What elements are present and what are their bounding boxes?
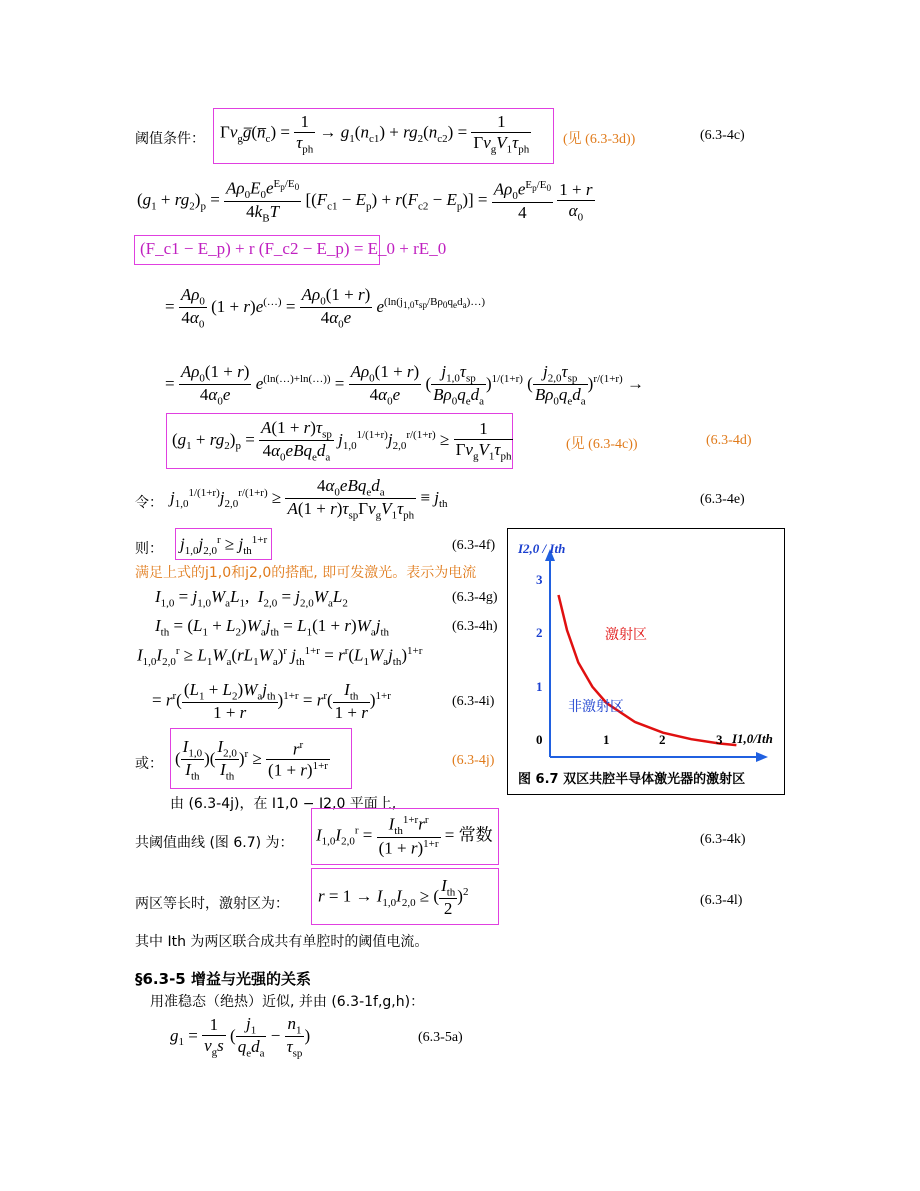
eq-number-4g: (6.3-4g): [452, 590, 498, 605]
eq-6-3-4k: $I_{1,0}I_{2,0}^r$ = $\frac{I_{th}^{1+r}r^r}{(1 + r)^{1+r}}$ = 常数: [316, 814, 493, 858]
eq-number-5a: (6.3-5a): [418, 1030, 463, 1045]
figure-6-7: [507, 528, 785, 795]
eq-6-3-4h: $I_{th} = (L_1 + L_2)W_aj_{th} = L_1(1 + r)W_aj_{th}$: [155, 616, 390, 639]
eq-number-4i: (6.3-4i): [452, 694, 495, 709]
equal-length-label: 两区等长时，激射区为：: [135, 896, 289, 912]
eq-number-4l: (6.3-4l): [700, 893, 743, 908]
eq-expansion-1: = $\frac{A\rho_0}{4\alpha_0}$ (1 + r)e(…) = $\frac{A\rho_0(1 + r)}{4\alpha_0e}$ $e^{(ln(j_{1,0}\tau_{sp}/B\rho_0q_ed_a)\dots)}$: [165, 285, 485, 331]
eq-6-3-4f: $j_{1,0}j_{2,0}^r \ge j_{th}^{1+r}$: [180, 534, 268, 558]
ref-note-1: (见 (6.3-3d)): [563, 132, 636, 147]
y-tick-3: 3: [536, 572, 543, 587]
eq-6-3-5a: $g_1$ = $\frac{1}{v_gs}$ ( $\frac{j_1}{q_ed_a}$ − $\frac{n_1}{\tau_{sp}}$ ): [170, 1014, 311, 1060]
eq-6-3-4g: $I_{1,0} = j_{1,0}W_aL_1$, $I_{2,0} = j_{2,0}W_aL_2$: [155, 587, 348, 610]
constant-text: = 常数: [444, 825, 493, 845]
eq-number-4c: (6.3-4c): [700, 128, 745, 143]
then-label: 则：: [135, 541, 163, 557]
lasing-region-label: 激射区: [605, 627, 647, 643]
plane-note: 由 (6.3-4j)，在 I1,0 − I2,0 平面上,: [170, 796, 397, 812]
section-subtitle: 用准稳态（绝热）近似, 并由 (6.3-1f,g,h)：: [150, 994, 425, 1010]
x-axis-arrow: [756, 752, 768, 762]
eq-identity: (F_c1 − E_p) + r (F_c2 − E_p) = E_0 + rE_0: [140, 239, 447, 258]
eq-6-3-4i: = $r^r$( $\frac{(L_1 + L_2)W_aj_{th}}{1 + r}$ )$^{1+r} = r^r$( $\frac{I_{th}}{1 + r}$ )$^{1+r}$: [152, 680, 391, 723]
y-tick-1: 1: [536, 679, 543, 694]
x-tick-0: 0: [536, 732, 543, 747]
current-note: 满足上式的j1,0和j2,0的搭配, 即可发激光。表示为电流: [135, 565, 477, 581]
eq-6-3-4l: $r = 1 \to I_{1,0}I_{2,0}$ ≥ ( $\frac{I_{th}}{2}$ )$^2$: [318, 876, 469, 919]
eq-number-4k: (6.3-4k): [700, 832, 746, 847]
section-heading: §6.3-5 增益与光强的关系: [135, 970, 311, 988]
y-axis-label: I2,0 / Ith: [518, 541, 566, 556]
ith-definition: 其中 Ith 为两区联合成共有单腔时的阈值电流。: [135, 934, 429, 950]
figure-caption: 图 6.7 双区共腔半导体激光器的激射区: [518, 772, 746, 787]
eq-6-3-4d: $(g_1 + rg_2)_p$ = $\frac{A(1 + r)\tau_{sp}}{4\alpha_0eBq_ed_a}$ $j_{1,0}^{1/(1+r)}j_{2,0}^{r/(1+r)}$ ≥ $\frac{1}{\Gamma v_gV_1\tau_{ph}}$: [172, 418, 512, 464]
ref-note-2: (见 (6.3-4c)): [566, 437, 638, 452]
x-tick-1: 1: [603, 732, 610, 747]
or-label: 或：: [135, 756, 163, 772]
let-label: 令：: [135, 495, 163, 511]
x-axis-label: I1,0/Ith: [732, 731, 773, 746]
eq-number-4h: (6.3-4h): [452, 619, 498, 634]
x-tick-2: 2: [659, 732, 666, 747]
eq-expansion-2: = $\frac{A\rho_0(1 + r)}{4\alpha_0e}$ $e^{(ln(\dots)+ln(\dots))}$ = $\frac{A\rho_0(1 + r)}{4\alpha_0e}$ ( $\frac{j_{1,0}\tau_{sp}}{B\rho_0q_ed_a}$ )$^{1/(1+r)}$ ( $\frac{j_{2,0}\tau_{sp}}{B\rho_0q_ed_a}$ )$^{r/(1+r)}$ →: [165, 362, 644, 408]
nonlasing-region-label: 非激射区: [568, 699, 624, 715]
eq-current-relation: $I_{1,0}I_{2,0}^r \ge L_1W_a(rL_1W_a)^r$ $j_{th}^{1+r} = r^r(L_1W_aj_{th})^{1+r}$: [137, 645, 423, 669]
threshold-curve-label: 共阈值曲线 (图 6.7) 为：: [135, 835, 294, 851]
eq-number-4f: (6.3-4f): [452, 538, 496, 553]
eq-number-4j: (6.3-4j): [452, 753, 495, 768]
eq-gain-expression: $(g_1 + rg_2)_p$ = $\frac{A\rho_0E_0e^{E_p/E_0}}{4k_BT}$ $[(F_{c1} - E_p) + r(F_{c2} - E_p)]$ = $\frac{A\rho_0e^{E_p/E_0}}{4}$ $\frac{1 + r}{\alpha_0}$: [137, 178, 593, 225]
figure-plot: [508, 529, 784, 794]
eq-6-3-4j: ( $\frac{I_{1,0}}{I_{th}}$ )( $\frac{I_{2,0}}{I_{th}}$ )$^r$ ≥ $\frac{r^r}{(1 + r)^{1+r}}$: [175, 737, 328, 783]
eq-6-3-4c: $\Gamma v_gg̅(n̅_c)$ = $\frac{1}{\tau_{ph}}$ → $g_1(n_{c1}) + rg_2(n_{c2})$ = $\frac{1}{\Gamma v_gV_1\tau_{ph}}$: [220, 112, 530, 156]
eq-number-4d: (6.3-4d): [706, 433, 752, 448]
x-tick-3: 3: [716, 732, 723, 747]
threshold-curve: [559, 595, 737, 745]
y-tick-2: 2: [536, 625, 543, 640]
threshold-label: 阈值条件：: [135, 131, 205, 147]
eq-6-3-4e: $j_{1,0}^{1/(1+r)}j_{2,0}^{r/(1+r)}$ ≥ $\frac{4\alpha_0eBq_ed_a}{A(1 + r)\tau_{sp}\Gamma v_gV_1\tau_{ph}}$ ≡ $j_{th}$: [170, 476, 448, 522]
eq-number-4e: (6.3-4e): [700, 492, 745, 507]
